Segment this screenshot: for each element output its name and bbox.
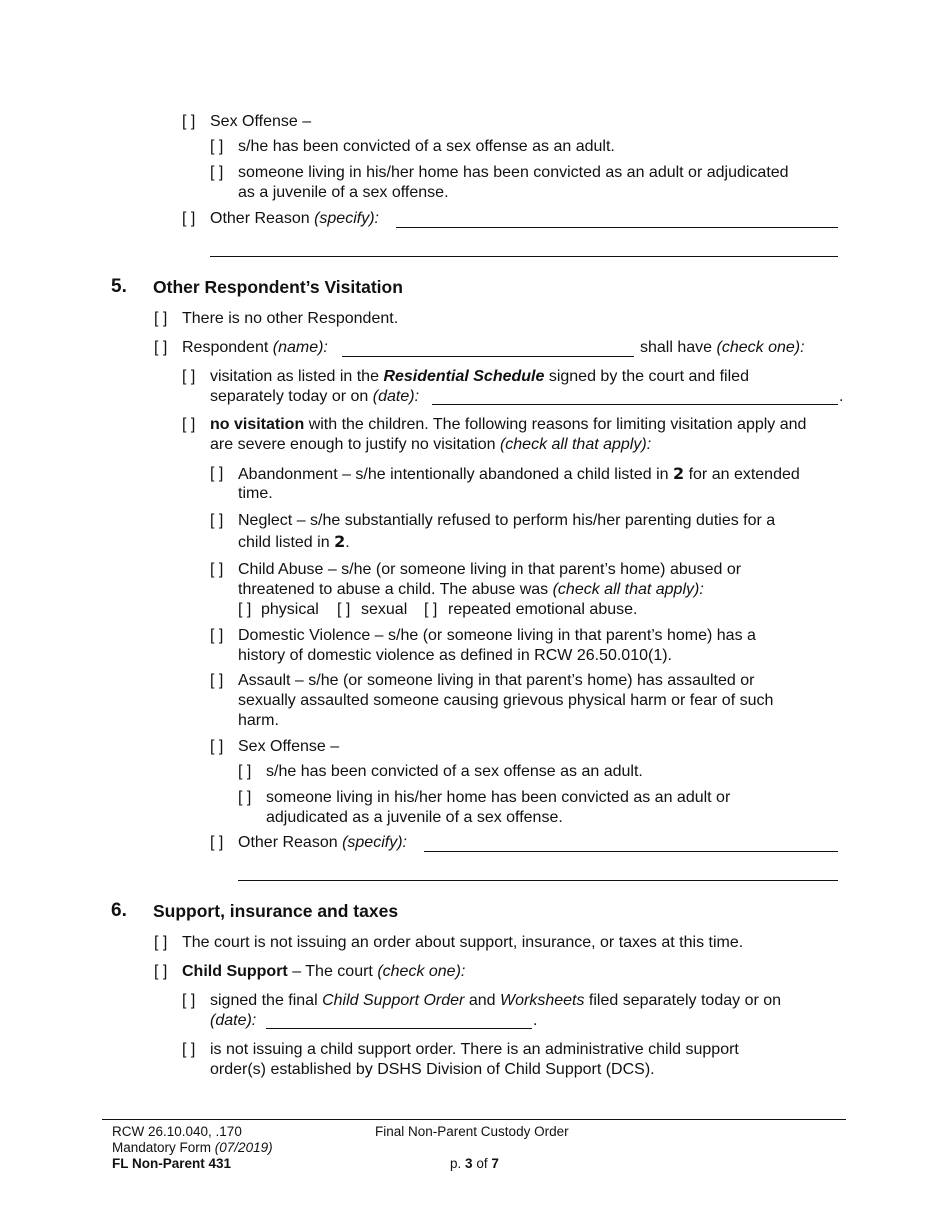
other-reason-line[interactable] [396, 227, 838, 228]
signed-order-date-label: (date): [210, 1012, 257, 1029]
no-visitation-line1: no visitation with the children. The following reasons for limiting visitation apply and [210, 416, 807, 433]
visitation-option-line2: separately today or on (date): [210, 388, 420, 405]
section-heading: Other Respondent’s Visitation [153, 277, 403, 297]
checkbox[interactable]: [ ] [210, 672, 224, 689]
sex-offense-adult: s/he has been convicted of a sex offense as an adult. [266, 763, 643, 780]
checkbox[interactable]: [ ] [238, 601, 252, 618]
not-issuing-line1: is not issuing a child support order. There is an administrative child support [210, 1041, 739, 1058]
checkbox[interactable]: [ ] [337, 601, 351, 618]
checkbox[interactable]: [ ] [424, 601, 438, 618]
footer-form-id: FL Non-Parent 431 [112, 1156, 232, 1171]
checkbox[interactable]: [ ] [182, 1041, 196, 1058]
other-reason-label: Other Reason (specify): [238, 834, 407, 851]
checkbox[interactable]: [ ] [182, 368, 196, 385]
checkbox[interactable]: [ ] [238, 789, 252, 806]
section-number: 5. [111, 276, 127, 297]
abandonment-line1: Abandonment – s/he intentionally abandoned a child listed in 2 for an extended [238, 464, 800, 483]
footer-mandatory-form: Mandatory Form (07/2019) [112, 1140, 273, 1155]
neglect-line2: child listed in 2. [238, 532, 350, 551]
signed-order-line1: signed the final Child Support Order and Worksheets filed separately today or on [210, 992, 782, 1009]
shall-have-label: shall have (check one): [640, 339, 805, 356]
visitation-option-line1: visitation as listed in the Residential Schedule signed by the court and filed [210, 368, 749, 385]
child-abuse-line2: threatened to abuse a child. The abuse was (check all that apply): [238, 581, 704, 598]
footer-rcw: RCW 26.10.040, .170 [112, 1124, 242, 1139]
respondent-label: Respondent (name): [182, 339, 328, 356]
other-reason-line-2[interactable] [238, 880, 838, 881]
not-issuing-line2: order(s) established by DSHS Division of Child Support (DCS). [210, 1061, 655, 1078]
checkbox[interactable]: [ ] [182, 113, 196, 130]
sex-offense-adult: s/he has been convicted of a sex offense as an adult. [238, 138, 615, 155]
sex-offense-label: Sex Offense – [238, 738, 340, 755]
period: . [839, 388, 844, 405]
sex-offense-household-line1: someone living in his/her home has been convicted as an adult or adjudicated [238, 164, 789, 181]
checkbox[interactable]: [ ] [210, 834, 224, 851]
sex-offense-household-line1: someone living in his/her home has been convicted as an adult or [266, 789, 731, 806]
checkbox[interactable]: [ ] [210, 627, 224, 644]
footer-divider [102, 1119, 846, 1120]
assault-line1: Assault – s/he (or someone living in that parent’s home) has assaulted or [238, 672, 755, 689]
domestic-violence-line1: Domestic Violence – s/he (or someone living in that parent’s home) has a [238, 627, 756, 644]
checkbox[interactable]: [ ] [154, 339, 168, 356]
checkbox[interactable]: [ ] [154, 310, 168, 327]
footer-title: Final Non-Parent Custody Order [375, 1124, 569, 1139]
checkbox[interactable]: [ ] [210, 138, 224, 155]
other-reason-line[interactable] [424, 851, 838, 852]
other-reason-line-2[interactable] [210, 256, 838, 257]
section-heading: Support, insurance and taxes [153, 901, 399, 921]
section-number: 6. [111, 900, 127, 921]
sex-offense-household-line2: adjudicated as a juvenile of a sex offense. [266, 809, 563, 826]
sex-offense-household-line2: as a juvenile of a sex offense. [238, 184, 449, 201]
footer-page-number: p. 3 of 7 [450, 1156, 499, 1171]
checkbox[interactable]: [ ] [154, 963, 168, 980]
assault-line3: harm. [238, 712, 279, 729]
child-support-label: Child Support – The court (check one): [182, 963, 466, 980]
checkbox[interactable]: [ ] [182, 210, 196, 227]
assault-line2: sexually assaulted someone causing grievous physical harm or fear of such [238, 692, 774, 709]
no-other-respondent: There is no other Respondent. [182, 310, 399, 327]
period: . [533, 1012, 538, 1029]
abuse-emotional-label: repeated emotional abuse. [448, 601, 638, 618]
sex-offense-label: Sex Offense – [210, 113, 312, 130]
abandonment-line2: time. [238, 485, 273, 502]
abuse-physical-label: physical [261, 601, 319, 618]
checkbox[interactable]: [ ] [210, 164, 224, 181]
visitation-date-line[interactable] [432, 404, 838, 405]
no-support-order: The court is not issuing an order about support, insurance, or taxes at this time. [182, 934, 744, 951]
checkbox[interactable]: [ ] [210, 738, 224, 755]
child-abuse-line1: Child Abuse – s/he (or someone living in that parent’s home) abused or [238, 561, 742, 578]
neglect-line1: Neglect – s/he substantially refused to perform his/her parenting duties for a [238, 512, 776, 529]
checkbox[interactable]: [ ] [182, 416, 196, 433]
other-reason-label: Other Reason (specify): [210, 210, 379, 227]
support-date-line[interactable] [266, 1028, 532, 1029]
respondent-name-line[interactable] [342, 356, 634, 357]
checkbox[interactable]: [ ] [182, 992, 196, 1009]
abuse-sexual-label: sexual [361, 601, 408, 618]
checkbox[interactable]: [ ] [210, 465, 224, 482]
checkbox[interactable]: [ ] [210, 512, 224, 529]
checkbox[interactable]: [ ] [154, 934, 168, 951]
checkbox[interactable]: [ ] [210, 561, 224, 578]
no-visitation-line2: are severe enough to justify no visitation (check all that apply): [210, 436, 652, 453]
domestic-violence-line2: history of domestic violence as defined in RCW 26.50.010(1). [238, 647, 672, 664]
checkbox[interactable]: [ ] [238, 763, 252, 780]
